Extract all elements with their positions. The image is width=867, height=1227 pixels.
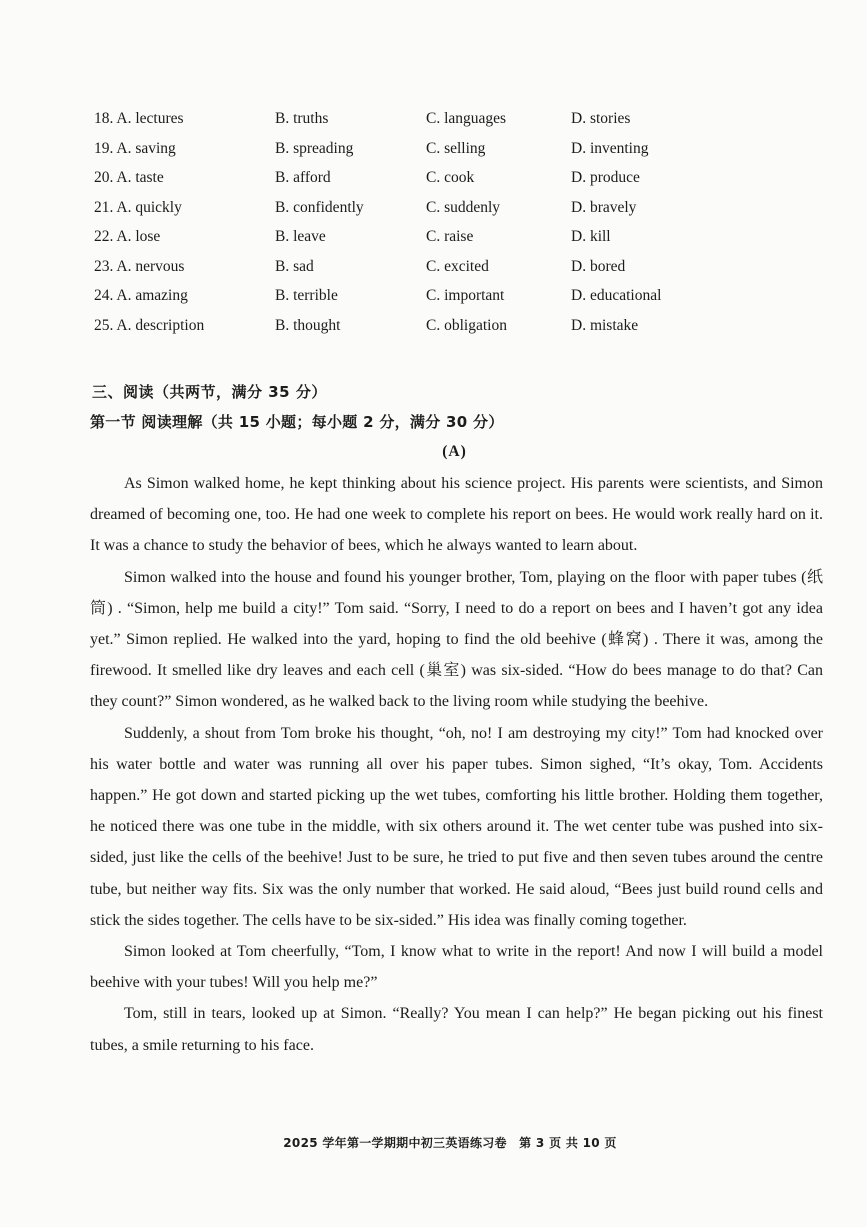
option-d: D. mistake bbox=[571, 316, 639, 334]
passage-label: (A) bbox=[442, 443, 467, 460]
option-a: 18. A. lectures bbox=[94, 110, 184, 127]
option-a: 20. A. taste bbox=[94, 169, 164, 186]
option-c: C. obligation bbox=[426, 316, 507, 334]
option-b: B. spreading bbox=[275, 139, 354, 157]
option-d: D. stories bbox=[571, 110, 631, 127]
option-row bbox=[94, 287, 834, 317]
option-b: B. thought bbox=[275, 316, 341, 334]
option-d: D. educational bbox=[571, 287, 662, 304]
option-c: C. selling bbox=[426, 139, 486, 157]
option-a: 22. A. lose bbox=[94, 228, 161, 245]
option-d: D. inventing bbox=[571, 139, 649, 157]
passage-paragraph: Tom, still in tears, looked up at Simon. “Really? You mean I can help?” He began picking out his finest tubes, a smile returning to his face. bbox=[90, 1005, 823, 1054]
option-b: B. terrible bbox=[275, 287, 338, 304]
passage-paragraph: As Simon walked home, he kept thinking about his science project. His parents were scientists, and Simon dreamed of becoming one, too. He had one week to complete his report on bees. He would work really hard on it. It was a chance to study the behavior of bees, which he always wanted to learn about. bbox=[90, 475, 823, 555]
option-c: C. excited bbox=[426, 257, 489, 275]
option-b: B. sad bbox=[275, 257, 314, 275]
option-a: 21. A. quickly bbox=[94, 198, 182, 216]
option-row bbox=[94, 258, 834, 288]
passage-paragraph: Simon looked at Tom cheerfully, “Tom, I know what to write in the report! And now I will build a model beehive with your tubes! Will you help me?” bbox=[90, 943, 823, 992]
option-b: B. afford bbox=[275, 169, 331, 186]
option-c: C. suddenly bbox=[426, 198, 501, 216]
option-a: 25. A. description bbox=[94, 316, 205, 334]
section-heading: 三、阅读（共两节，满分 35 分） bbox=[92, 383, 327, 401]
option-row bbox=[94, 140, 834, 170]
option-c: C. raise bbox=[426, 228, 474, 245]
option-b: B. leave bbox=[275, 228, 326, 245]
option-b: B. confidently bbox=[275, 198, 364, 216]
option-c: C. languages bbox=[426, 110, 507, 127]
option-b: B. truths bbox=[275, 110, 329, 127]
reading-passage bbox=[90, 468, 823, 1061]
option-d: D. bravely bbox=[571, 198, 637, 216]
option-d: D. bored bbox=[571, 257, 626, 275]
passage-paragraph: Suddenly, a shout from Tom broke his thought, “oh, no! I am destroying my city!” Tom had knocked over his water bottle and water was running all over his paper tubes. Simon sighed, “It’s okay, Tom. Accidents happen.” He got down and started picking up the wet tubes, comforting his little brother. Holding them together, he noticed there was one tube in the middle, with six others around it. The wet center tube was pushed into six-sided, just like the cells of the beehive! Just to be sure, he tried to put five and then seven tubes around the centre tube, but neither way fits. Six was the only number that worked. He said aloud, “Bees just build round cells and stick the sides together. The cells have to be six-sided.” His idea was finally coming together. bbox=[90, 724, 823, 929]
option-c: C. cook bbox=[426, 169, 475, 186]
passage-paragraph: Simon walked into the house and found his younger brother, Tom, playing on the floor with paper tubes (纸筒) . “Simon, help me build a city!” Tom said. “Sorry, I need to do a report on bees and I haven’t got any idea yet.” Simon replied. He walked into the yard, hoping to find the old beehive (蜂窝) . There it was, among the firewood. It smelled like dry leaves and each cell (巢室) was six-sided. “How do bees manage to do that? Can they count?” Simon wondered, as he walked back to the living room while studying the beehive. bbox=[90, 568, 823, 711]
option-a: 23. A. nervous bbox=[94, 257, 185, 275]
page-footer: 2025 学年第一学期期中初三英语练习卷 第 3 页 共 10 页 bbox=[283, 1136, 617, 1150]
answer-options-table bbox=[94, 110, 834, 346]
option-row bbox=[94, 317, 834, 347]
option-d: D. produce bbox=[571, 169, 640, 186]
option-a: 24. A. amazing bbox=[94, 287, 188, 304]
option-c: C. important bbox=[426, 287, 505, 304]
option-row bbox=[94, 110, 834, 140]
option-d: D. kill bbox=[571, 228, 611, 245]
option-row bbox=[94, 169, 834, 199]
option-a: 19. A. saving bbox=[94, 139, 176, 157]
subsection-heading: 第一节 阅读理解（共 15 小题；每小题 2 分，满分 30 分） bbox=[90, 413, 504, 431]
option-row bbox=[94, 199, 834, 229]
option-row bbox=[94, 228, 834, 258]
